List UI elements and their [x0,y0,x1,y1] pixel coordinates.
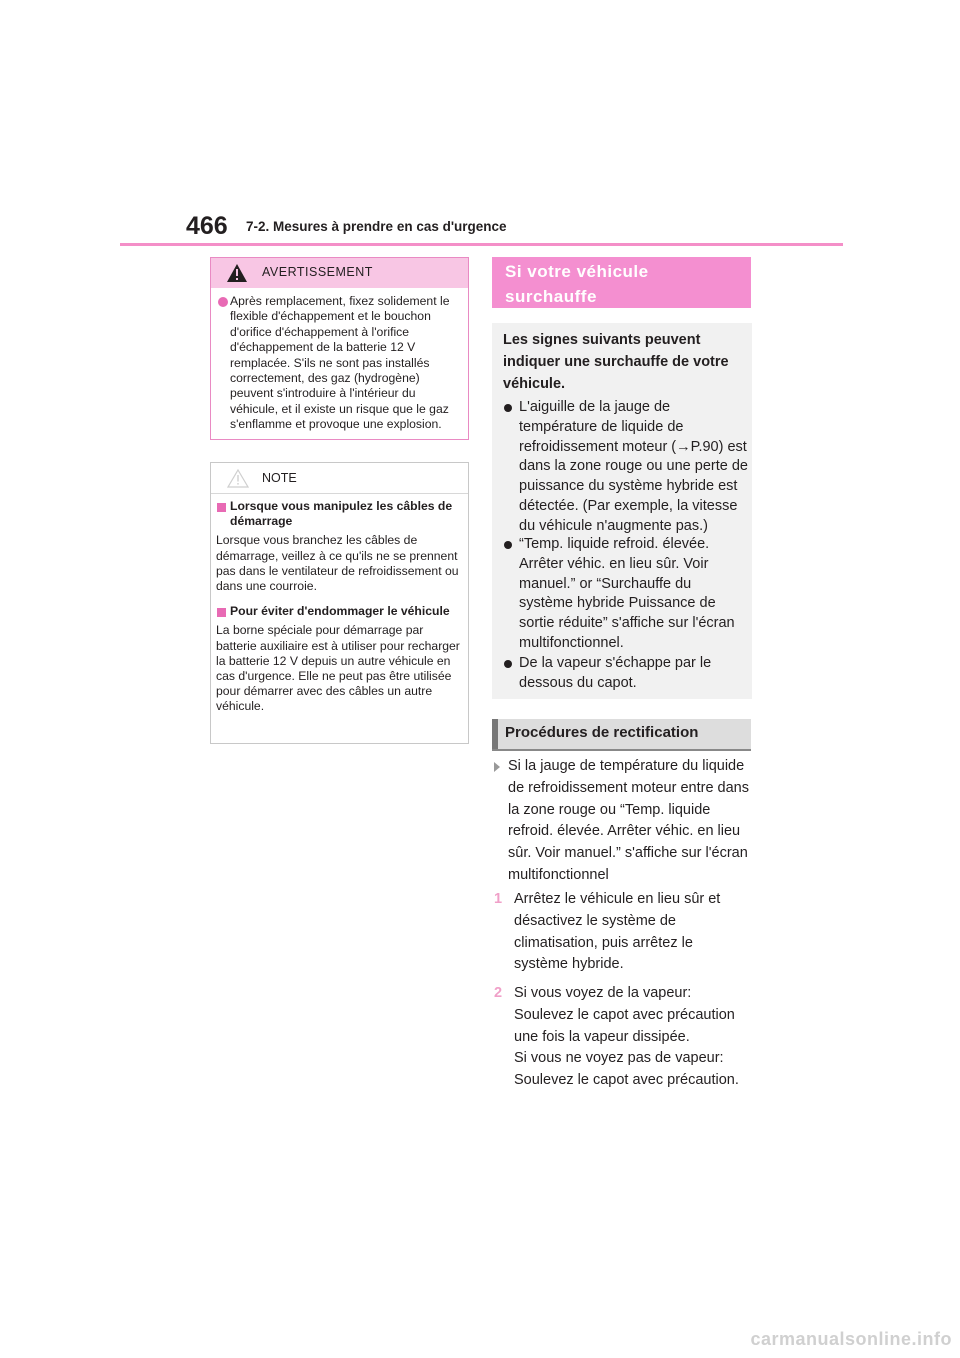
note-box [210,462,469,744]
step-number: 1 [494,891,503,907]
note-item-desc: La borne spéciale pour démarrage par batterie auxiliaire est à utiliser pour recharger la batterie 12 V depuis un autre véhicule en cas d'urgence. Elle ne peut pas être utilisée pour démarrer avec des câbles un autre véhicule. [216,623,460,714]
procedure-title: Procédures de rectification [505,724,699,741]
step-number: 2 [494,985,503,1001]
warning-triangle-icon [226,263,248,283]
condition-text: Si la jauge de température du liquide de refroidissement moteur entre dans la zone rouge ou “Temp. liquide refroid. élevée. Arrêter véhic. en lieu sûr. Voir manuel.” s'affiche sur l'écran multifonctionnel [508,758,749,883]
signs-intro: Les signes suivants peuvent indiquer une surchauffe de votre véhicule. [503,332,729,392]
header-rule [120,243,843,246]
note-item [216,604,462,714]
warning-label: AVERTISSEMENT [262,265,373,279]
bullet-icon [218,297,228,307]
note-label: NOTE [262,471,297,485]
step-text: Arrêtez le véhicule en lieu sûr et désactivez le système de climatisation, puis arrêtez le système hybride. [514,891,721,973]
sign-item [503,535,748,654]
sign-text: L'aiguille de la jauge de température de liquide de refroidissement moteur (→P.90) est dans la zone rouge ou une perte de puissance du système hybride est détectée. (Par exemple, la vitesse du véhicule n'augmente pas.) [519,399,748,534]
bullet-icon [504,404,512,412]
warning-body [211,288,468,433]
sign-text: De la vapeur s'échappe par le dessous du capot. [519,655,712,691]
warning-text: Après remplacement, fixez solidement le flexible d'échappement et le bouchon d'orifice d'échappement à l'orifice d'échappement de la batterie 12 V remplacée. S'ils ne sont pas installés correctement, des gaz (hydrogène) peuvent s'introduire à l'intérieur du véhicule, et il existe un risque que le gaz s'enflamme et provoque une explosion. [230,294,450,432]
step-text: Si vous voyez de la vapeur: Soulevez le capot avec précaution une fois la vapeur dissipée. [514,985,735,1045]
caution-triangle-icon [227,469,249,488]
note-item-desc: Lorsque vous branchez les câbles de démarrage, veillez à ce qu'ils ne se prennent pas dans le ventilateur de refroidissement ou dans une courroie. [216,533,459,594]
square-bullet-icon [217,503,226,512]
procedure-step [494,889,749,976]
note-item-title: Pour éviter d'endommager le véhicule [230,604,450,619]
sign-item [503,398,748,537]
square-bullet-icon [217,608,226,617]
sign-text: “Temp. liquide refroid. élevée. Arrêter véhic. en lieu sûr. Voir manuel.” or “Surchauffe du système hybride Puissance de sortie réduite” s'affiche sur l'écran multifonctionnel. [519,536,735,651]
note-body [211,494,468,715]
note-header [211,463,468,494]
watermark: carmanualsonline.info [750,1329,952,1349]
note-item [216,499,462,594]
section-heading: 7-2. Mesures à prendre en cas d'urgence [246,219,507,234]
procedure-header-bar [492,719,498,751]
warning-header [211,258,468,288]
step-text-2: Si vous ne voyez pas de vapeur: Soulevez le capot avec précaution. [514,1050,739,1089]
procedure-step [494,983,749,1092]
procedure-condition [494,756,749,887]
overheat-title: Si votre véhicule surchauffe [505,262,649,306]
sign-item [503,654,748,694]
bullet-icon [504,541,512,549]
arrow-right-icon [494,762,500,772]
warning-box [210,257,469,440]
bullet-icon [504,660,512,668]
procedure-header-rule [492,749,751,751]
page-number: 466 [186,212,228,240]
note-item-title: Lorsque vous manipulez les câbles de démarrage [230,499,453,529]
